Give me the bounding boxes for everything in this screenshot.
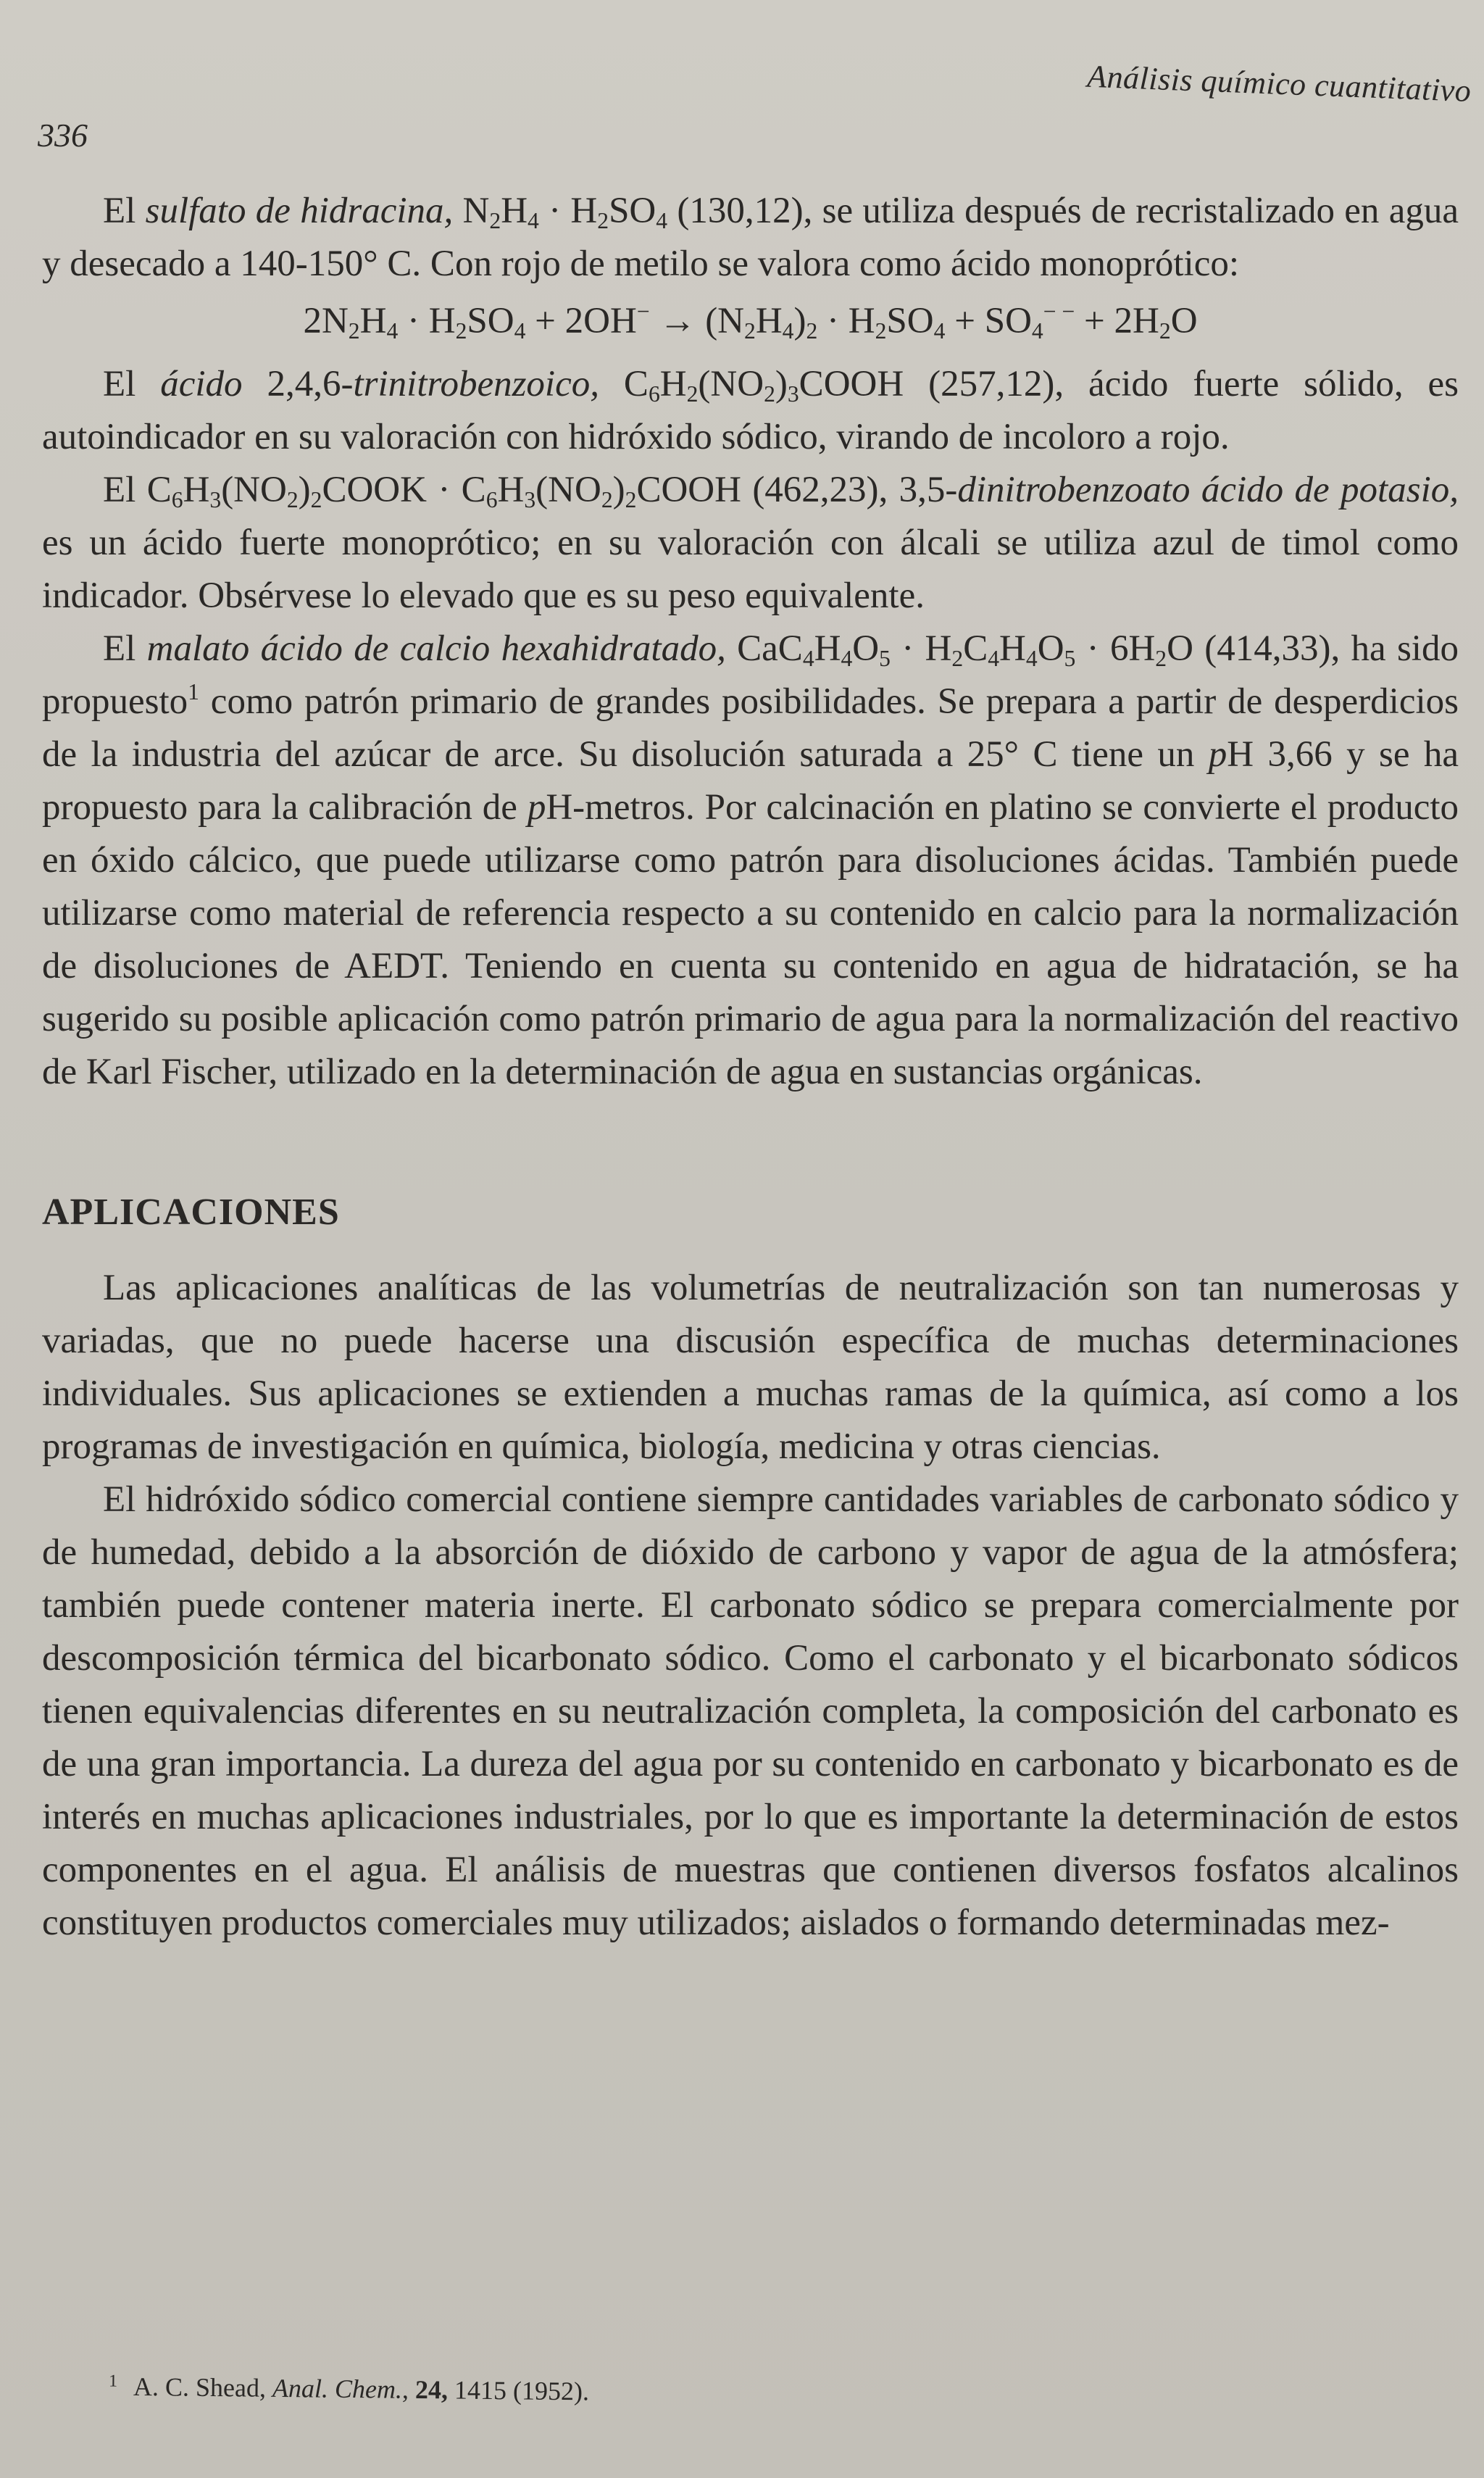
eq-run: · H: [817, 301, 875, 341]
italic-term: p: [527, 787, 546, 828]
text-run: O (414,33), ha sido propuesto: [42, 628, 1459, 722]
eq-run: O: [1170, 301, 1198, 341]
subscript: 2: [597, 207, 609, 233]
paragraph-aplicaciones-intro: Las aplicaciones analíticas de las volumetrías de neutralización son tan numerosas y variadas, que no puede hacerse una discusión específica de muchas determinaciones individuales. Sus aplicaciones se extienden a muchas ramas de la química, así como a los programas de investigación en química, biología, medicina y otras ciencias.: [42, 1268, 1459, 1467]
footnote-mark: 1: [108, 2371, 118, 2391]
text-run: H: [501, 191, 528, 231]
subscript: 2: [951, 645, 964, 671]
text-run: (NO: [221, 470, 287, 510]
footnote-author: A. C. Shead,: [133, 2371, 273, 2403]
text-run: H-metros. Por calcinación en platino se convierte el producto en óxido cálcico, que puede utilizarse como patrón para disoluciones ácidas. También puede utilizarse como material de referencia respecto a su contenido en calcio para la normalización de disoluciones de AEDT. Teniendo en cuenta su contenido en agua de hidratación, se ha sugerido su posible aplicación como patrón primario de agua para la normalización del reactivo de Karl Fischer, utilizado en la determinación de agua en sustancias orgánicas.: [42, 787, 1459, 1092]
text-run: SO: [609, 191, 656, 231]
page-number: 336: [38, 117, 88, 154]
text-run: O: [852, 628, 880, 669]
eq-run: · H: [398, 301, 456, 341]
italic-term: malato ácido de calcio hexahidratado,: [146, 628, 726, 669]
subscript: 2: [489, 207, 501, 233]
footnote-journal: Anal. Chem.: [272, 2373, 403, 2404]
subscript: 3: [209, 486, 222, 512]
subscript: 2: [348, 317, 360, 344]
text-run: CaC: [725, 628, 803, 669]
text-run: COOH (462,23), 3,5-: [636, 470, 958, 510]
text-run: H: [999, 628, 1026, 669]
running-title: Análisis químico cuantitativo: [1086, 58, 1472, 109]
italic-term: dinitrobenzoato ácido de potasio,: [957, 470, 1459, 510]
footnote: [109, 2371, 589, 2407]
footnote-reference: 1: [188, 679, 199, 705]
eq-run: ): [793, 301, 806, 341]
subscript: 4: [802, 645, 814, 671]
text-run: COOH (257,12), ácido fuerte sólido, es autoindicador en su valoración con hidróxido sódico, virando de incoloro a rojo.: [42, 364, 1459, 457]
eq-run: + SO: [945, 301, 1032, 341]
subscript: 2: [764, 381, 775, 407]
text-run: como patrón primario de grandes posibilidades. Se prepara a partir de desperdicios de la industria del azúcar de arce. Su disolución saturada a 25° C tiene un: [42, 681, 1459, 775]
text-run: ): [298, 470, 311, 510]
subscript: 4: [1031, 317, 1043, 344]
italic-term: ácido: [160, 364, 243, 404]
text-run: C: [599, 364, 649, 404]
italic-term: p: [1208, 734, 1227, 775]
text-run: O: [1037, 628, 1064, 669]
subscript: 6: [648, 381, 660, 407]
text-run: C: [963, 628, 988, 669]
text-run: H: [659, 364, 687, 404]
subscript: 2: [601, 486, 613, 512]
paragraph-dinitrobenzoato: [42, 464, 1459, 623]
eq-run: + 2H: [1075, 301, 1159, 341]
text-run: es un ácido fuerte monoprótico; en su valoración con álcali se utiliza azul de timol como indicador. Obsérvese lo elevado que es su peso equivalente.: [42, 523, 1459, 616]
text-run: H: [497, 470, 525, 510]
eq-run: SO: [467, 301, 514, 341]
eq-run: 2N: [303, 301, 349, 341]
paragraph-hidroxido-sodico: El hidróxido sódico comercial contiene siempre cantidades variables de carbonato sódico y de humedad, debido a la absorción de dióxido de carbono y vapor de agua de la atmósfera; también puede contener materia inerte. El carbonato sódico se prepara comercialmente por descomposición térmica del bicarbonato sódico. Como el carbonato y el bicarbonato sódicos tienen equivalencias diferentes en su neutralización completa, la composición del carbonato es de una gran importancia. La dureza del agua por su contenido en carbonato y bicarbonato es de interés en muchas aplicaciones industriales, por lo que es importante la determinación de estos componentes en el agua. El análisis de muestras que contienen diversos fosfatos alcalinos constituyen productos comerciales muy utilizados; aislados o formando determinadas mez-: [42, 1479, 1459, 1943]
text-run: 2,4,6-: [242, 364, 354, 404]
subscript: 4: [386, 317, 399, 344]
subscript: 2: [1159, 317, 1171, 344]
eq-run: H: [755, 301, 783, 341]
subscript: 4: [514, 317, 526, 344]
subscript: 2: [625, 486, 637, 512]
subscript: 2: [1155, 645, 1167, 671]
subscript: 4: [841, 645, 853, 671]
text-run: ): [775, 364, 788, 404]
subscript: 2: [310, 486, 322, 512]
footnote-volume: 24,: [414, 2374, 449, 2405]
text-run: COOK · C: [322, 470, 486, 510]
text-run: El: [103, 628, 147, 669]
text-run: · H: [538, 191, 598, 231]
paragraph-sulfato-hidracina: [42, 185, 1459, 291]
text-run: H: [183, 470, 210, 510]
text-run: El C: [103, 470, 172, 510]
text-run: (NO: [535, 470, 601, 510]
subscript: 6: [171, 486, 183, 512]
superscript: − −: [1043, 299, 1075, 325]
subscript: 2: [455, 317, 467, 344]
eq-run: SO: [886, 301, 934, 341]
chemical-equation: [42, 295, 1459, 348]
subscript: 2: [806, 317, 818, 344]
italic-term: trinitrobenzoico,: [353, 364, 599, 404]
superscript: −: [636, 299, 650, 325]
text-run: N: [453, 191, 490, 231]
subscript: 4: [528, 207, 539, 233]
text-run: H: [814, 628, 841, 669]
subscript: 3: [524, 486, 536, 512]
body-text: [42, 185, 1459, 1950]
footnote-separator: ,: [401, 2374, 416, 2404]
subscript: 4: [782, 317, 794, 344]
subscript: 4: [988, 645, 1000, 671]
subscript: 5: [1064, 645, 1076, 671]
subscript: 6: [485, 486, 498, 512]
subscript: 4: [1025, 645, 1038, 671]
footnote-pages-year: 1415 (1952).: [447, 2375, 590, 2406]
subscript: 3: [787, 381, 799, 407]
subscript: 2: [286, 486, 299, 512]
text-run: H 3,66 y se ha propuesto para la calibración de: [42, 734, 1459, 828]
paragraph-malato-calcio: [42, 623, 1459, 1099]
subscript: 4: [933, 317, 946, 344]
section-heading: APLICACIONES: [42, 1192, 340, 1233]
text-run: · 6H: [1075, 628, 1156, 669]
text-run: El: [103, 364, 161, 404]
text-run: El: [103, 191, 146, 231]
paragraph-trinitrobenzoico: [42, 358, 1459, 464]
italic-term: sulfato de hidracina,: [145, 191, 454, 231]
text-run: (130,12), se utiliza después de recristalizado en agua y desecado a 140-150° C. Con rojo de metilo se valora como ácido monoprótico:: [42, 191, 1459, 284]
text-run: ): [612, 470, 625, 510]
eq-run: → (N: [649, 301, 745, 341]
text-run: (NO: [698, 364, 764, 404]
subscript: 4: [656, 207, 668, 233]
eq-run: H: [359, 301, 387, 341]
subscript: 2: [744, 317, 756, 344]
subscript: 2: [875, 317, 887, 344]
eq-run: + 2OH: [525, 301, 637, 341]
subscript: 5: [879, 645, 891, 671]
subscript: 2: [686, 381, 699, 407]
text-run: · H: [890, 628, 952, 669]
